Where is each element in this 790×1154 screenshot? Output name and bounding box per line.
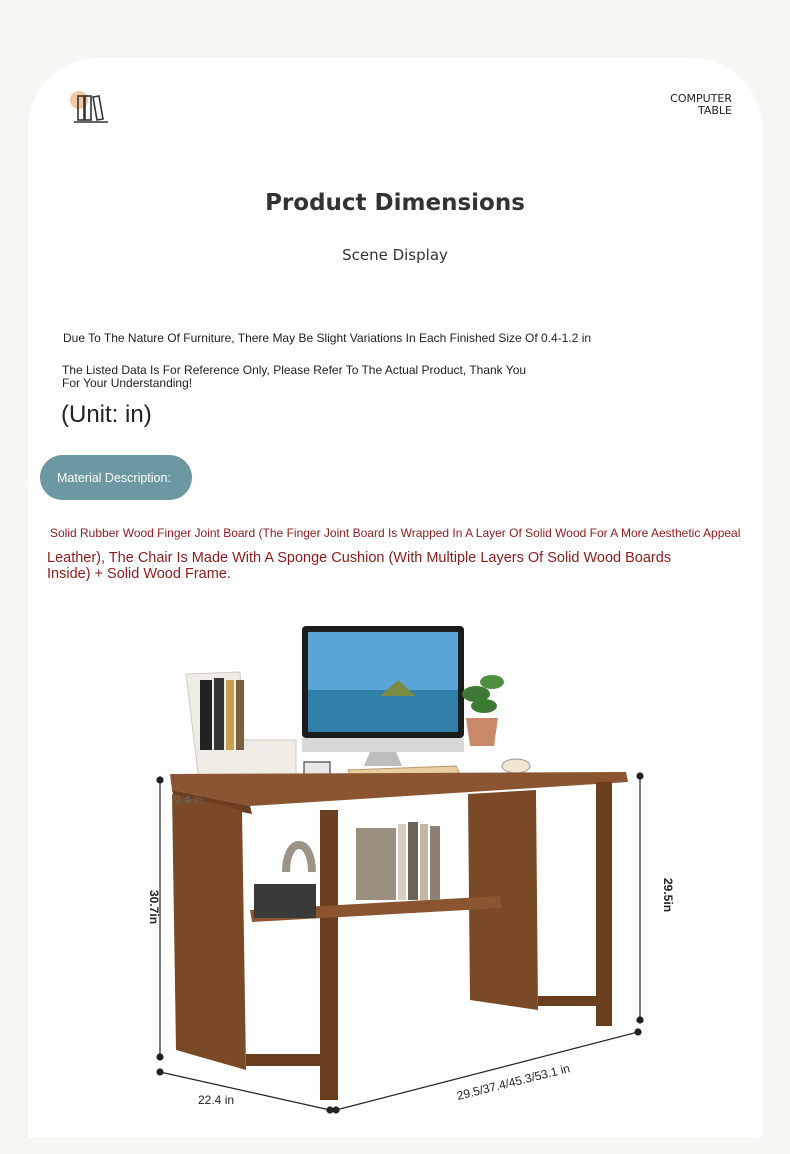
dimension-top-depth: 9.4 in — [174, 793, 204, 807]
plant-image — [462, 675, 504, 746]
shelf-decor-image — [254, 845, 316, 918]
monitor-image — [302, 626, 464, 766]
shelf-books-image — [356, 822, 440, 900]
material-description-button[interactable] — [40, 455, 192, 500]
dimension-depth: 22.4 in — [198, 1093, 235, 1107]
desk-front-left-leg — [320, 810, 338, 1100]
material-description-label: Material Description: — [57, 470, 171, 485]
page-subtitle: Scene Display — [342, 246, 448, 264]
dimension-width: 29.5/37.4/45.3/53.1 in — [455, 1061, 572, 1103]
desk-top — [170, 772, 628, 806]
unit-label: (Unit: in) — [61, 401, 152, 428]
size-variation-note: Due To The Nature Of Furniture, There May Be Slight Variations In Each Finished Size Of 0.4-1.2 in — [63, 331, 592, 345]
dimension-desk-height: 29.5in — [661, 878, 675, 913]
desk-dimension-illustration — [140, 610, 675, 1120]
mouse-image — [502, 759, 530, 773]
product-category-tag — [670, 93, 732, 117]
bookshelf-icon — [70, 88, 110, 128]
reference-note: The Listed Data Is For Reference Only, Please Refer To The Actual Product, Thank You For Your Understanding! — [62, 363, 527, 390]
file-organizer-image — [186, 672, 296, 790]
desk-left-panel — [172, 794, 246, 1070]
material-text-line-1: Solid Rubber Wood Finger Joint Board (The Finger Joint Board Is Wrapped In A Layer Of Solid Wood For A More Aesthetic Appeal — [50, 526, 741, 540]
desk-right-leg — [596, 782, 612, 1026]
tag-line-1: COMPUTER — [670, 92, 732, 105]
material-text-line-2: Leather), The Chair Is Made With A Sponge Cushion (With Multiple Layers Of Solid Wood Boards Inside) + Solid Wood Frame. — [47, 550, 672, 582]
page-title: Product Dimensions — [265, 190, 525, 216]
tag-line-2: TABLE — [697, 104, 732, 117]
dimension-total-height: 30.7in — [147, 890, 161, 925]
